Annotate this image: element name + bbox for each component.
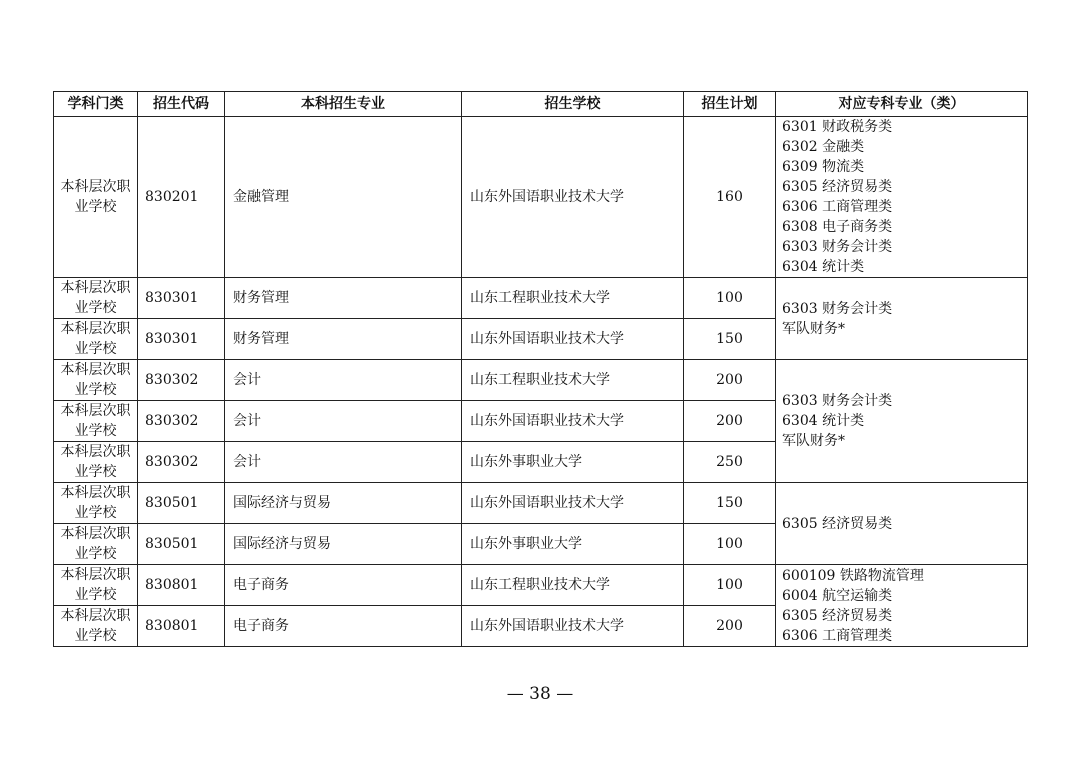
row-school: 山东工程职业技术大学	[462, 565, 684, 606]
row-category: 本科层次职业学校	[54, 278, 138, 319]
table-row	[54, 483, 1028, 524]
row-school: 山东外国语职业技术大学	[462, 483, 684, 524]
row-major: 金融管理	[225, 117, 462, 278]
row-major: 会计	[225, 401, 462, 442]
header-code: 招生代码	[138, 92, 225, 117]
row-code: 830201	[138, 117, 225, 278]
row-specialty	[776, 483, 1028, 565]
specialty-item: 军队财务*	[782, 320, 845, 337]
row-major: 会计	[225, 442, 462, 483]
specialty-item: 6308 电子商务类	[782, 219, 893, 235]
row-specialty	[776, 360, 1028, 483]
row-major: 电子商务	[225, 606, 462, 647]
header-specialty: 对应专科专业（类）	[776, 92, 1028, 117]
row-school: 山东外国语职业技术大学	[462, 606, 684, 647]
table-row	[54, 565, 1028, 606]
specialty-item: 6305 经济贸易类	[782, 607, 893, 624]
specialty-item: 6304 统计类	[782, 413, 865, 429]
table-row	[54, 278, 1028, 319]
specialty-item: 6301 财政税务类	[782, 119, 893, 135]
header-row	[54, 92, 1028, 117]
table-row	[54, 117, 1028, 278]
specialty-item: 军队财务*	[782, 433, 845, 449]
row-plan: 250	[684, 442, 776, 483]
row-plan: 100	[684, 565, 776, 606]
row-school: 山东工程职业技术大学	[462, 360, 684, 401]
row-category: 本科层次职业学校	[54, 565, 138, 606]
row-category: 本科层次职业学校	[54, 360, 138, 401]
row-code: 830501	[138, 483, 225, 524]
specialty-item: 6303 财务会计类	[782, 393, 893, 409]
header-school: 招生学校	[462, 92, 684, 117]
row-school: 山东外国语职业技术大学	[462, 319, 684, 360]
row-plan: 100	[684, 524, 776, 565]
row-major: 财务管理	[225, 278, 462, 319]
row-plan: 200	[684, 360, 776, 401]
table-row	[54, 360, 1028, 401]
header-plan: 招生计划	[684, 92, 776, 117]
row-major: 国际经济与贸易	[225, 524, 462, 565]
specialty-item: 6309 物流类	[782, 159, 865, 175]
specialty-item: 6306 工商管理类	[782, 627, 893, 644]
row-code: 830301	[138, 278, 225, 319]
row-specialty	[776, 117, 1028, 278]
row-category: 本科层次职业学校	[54, 606, 138, 647]
specialty-item: 6304 统计类	[782, 259, 865, 275]
specialty-item: 600109 铁路物流管理	[782, 567, 924, 584]
enrollment-table	[53, 91, 1028, 647]
row-specialty	[776, 565, 1028, 647]
row-code: 830801	[138, 606, 225, 647]
specialty-item: 6305 经济贸易类	[782, 179, 893, 195]
row-major: 会计	[225, 360, 462, 401]
row-category: 本科层次职业学校	[54, 524, 138, 565]
row-plan: 200	[684, 401, 776, 442]
specialty-item: 6004 航空运输类	[782, 587, 893, 604]
row-code: 830302	[138, 401, 225, 442]
row-plan: 150	[684, 483, 776, 524]
row-major: 电子商务	[225, 565, 462, 606]
row-school: 山东工程职业技术大学	[462, 278, 684, 319]
specialty-item: 6303 财务会计类	[782, 239, 893, 255]
specialty-item: 6302 金融类	[782, 139, 865, 155]
row-specialty	[776, 278, 1028, 360]
header-category: 学科门类	[54, 92, 138, 117]
row-major: 财务管理	[225, 319, 462, 360]
row-category: 本科层次职业学校	[54, 319, 138, 360]
row-code: 830801	[138, 565, 225, 606]
row-plan: 100	[684, 278, 776, 319]
row-plan: 150	[684, 319, 776, 360]
row-category: 本科层次职业学校	[54, 117, 138, 278]
row-category: 本科层次职业学校	[54, 483, 138, 524]
header-major: 本科招生专业	[225, 92, 462, 117]
page-number: — 38 —	[506, 684, 574, 704]
row-school: 山东外事职业大学	[462, 442, 684, 483]
row-code: 830302	[138, 442, 225, 483]
row-school: 山东外国语职业技术大学	[462, 117, 684, 278]
row-code: 830501	[138, 524, 225, 565]
row-category: 本科层次职业学校	[54, 401, 138, 442]
row-code: 830302	[138, 360, 225, 401]
row-plan: 200	[684, 606, 776, 647]
row-plan: 160	[684, 117, 776, 278]
row-code: 830301	[138, 319, 225, 360]
row-category: 本科层次职业学校	[54, 442, 138, 483]
row-school: 山东外国语职业技术大学	[462, 401, 684, 442]
specialty-item: 6303 财务会计类	[782, 300, 893, 317]
specialty-item: 6306 工商管理类	[782, 199, 893, 215]
specialty-item: 6305 经济贸易类	[782, 515, 893, 532]
row-school: 山东外事职业大学	[462, 524, 684, 565]
row-major: 国际经济与贸易	[225, 483, 462, 524]
